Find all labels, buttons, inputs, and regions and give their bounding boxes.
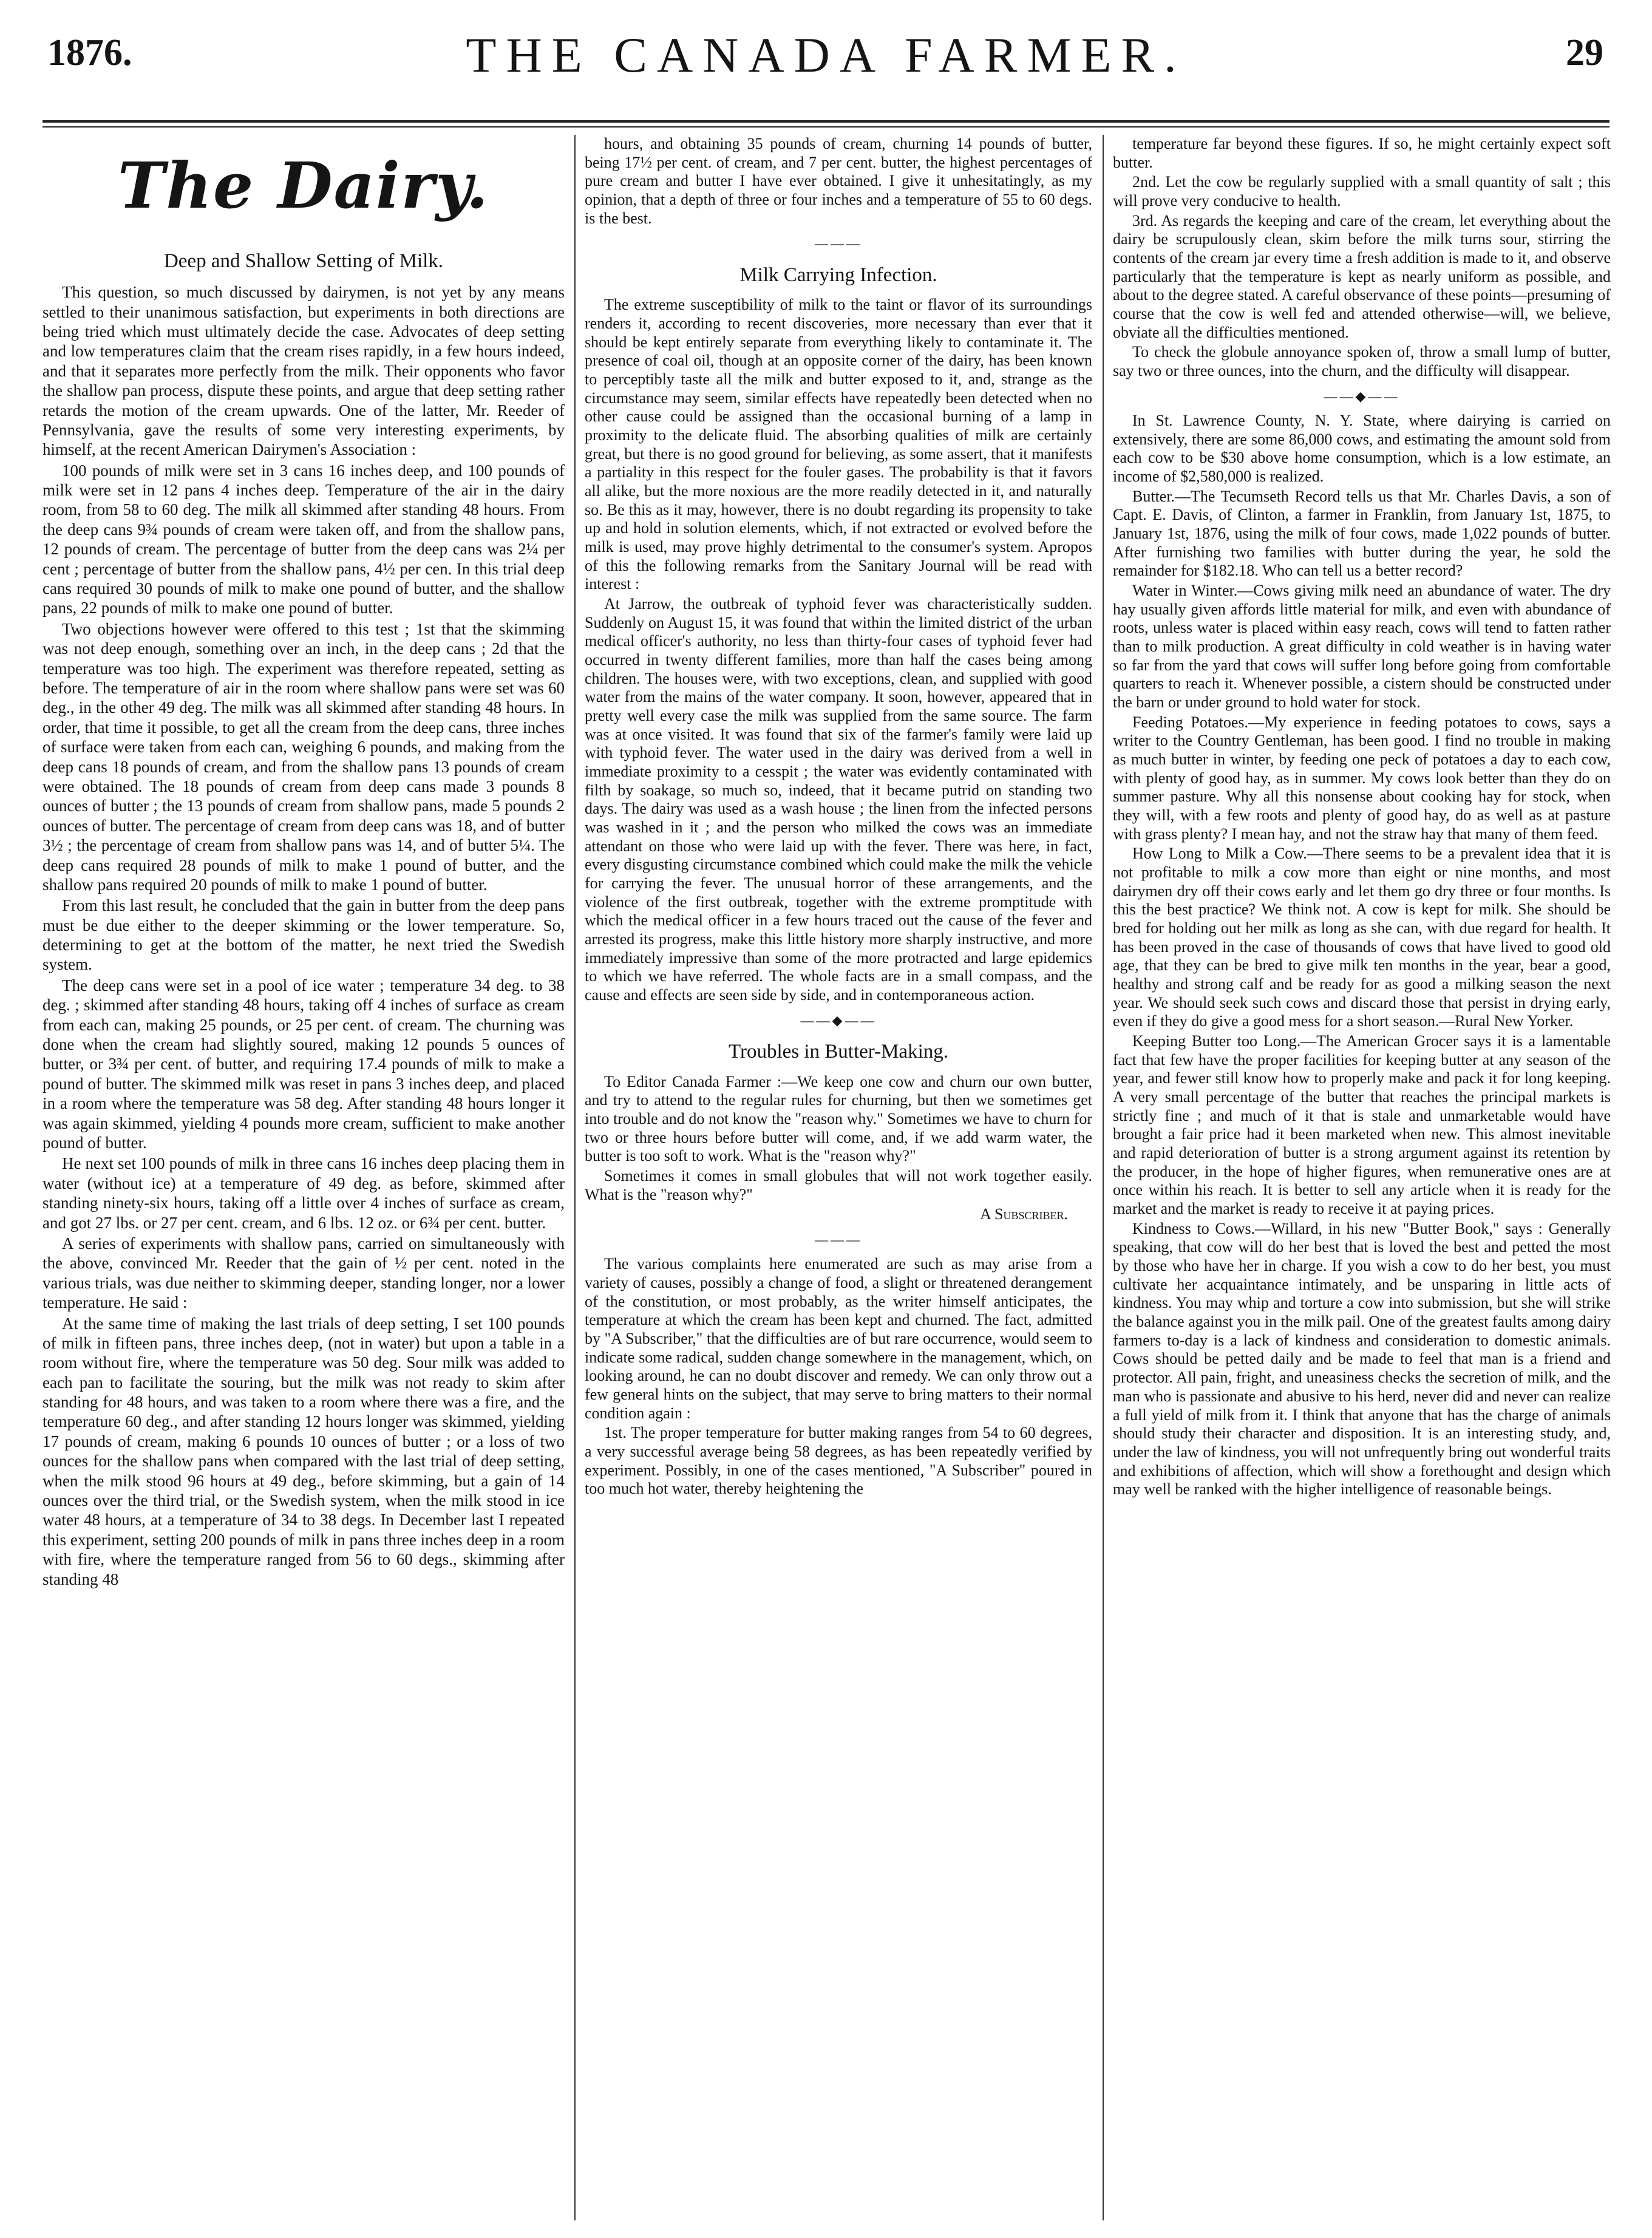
paragraph: 2nd. Let the cow be regularly supplied with a small quantity of salt ; this will prove very conducive to health. — [1113, 173, 1611, 210]
news-item: Kindness to Cows.—Willard, in his new "Butter Book," says : Generally speaking, that cow will do her best that is loved the best and petted the most by those who have her in charge. If you wish a cow to do her best, you must cultivate her acquaintance intimately, and be unsparing in little acts of kindness. You may whip and torture a cow into submission, but she will strike the balance against you in the milk pail. One of the greatest faults among dairy farmers to-day is a lack of kindness and consideration to domestic animals. Cows should be petted daily and be made to feel that man is a friend and protector. All pain, fright, and uneasiness checks the secretion of milk, and the man who is passionate and abusive to his herd, never did and never can realize a full yield of milk from it. I think that anyone that has the charge of animals should study their character and disposition. It is an interesting study, and, under the law of kindness, you will not unfrequently bring out wonderful traits and exhibitions of affection, which will show a forethought and design which may well be ranked with the higher intelligence of reasonable beings. — [1113, 1219, 1611, 1498]
paragraph: This question, so much discussed by dairymen, is not yet by any means settled to their unanimous satisfaction, but experiments in both directions are being tried which must ultimately decide the case. Advocates of deep setting and low temperatures claim that the cream rises rapidly, in a few hours indeed, and that it separates more perfectly from the milk. Their opponents who favor the shallow pan process, dispute these points, and argue that deep setting rather retards the motion of the cream upwards. One of the latter, Mr. Reeder of Pennsylvania, gave the results of some very interesting experiments, by himself, at the recent American Dairymen's Association : — [42, 283, 565, 459]
article-heading: Milk Carrying Infection. — [739, 264, 937, 286]
article-heading: Troubles in Butter-Making. — [728, 1040, 949, 1063]
paragraph: From this last result, he concluded that the gain in butter from the deep pans must be due either to the deeper skimming or the lower temperature. So, determining to get at the bottom of the matter, he next tried the Swedish system. — [42, 896, 565, 974]
news-item: Keeping Butter too Long.—The American Grocer says it is a lamentable fact that few have the proper facilities for keeping butter at any season of the year, and fewer still know how to properly make and pack it for long keeping. A very small percentage of the butter that reaches the principal markets is strictly fine ; and much of it that is stale and unmarketable would have brought a fair price had it been marketed when new. This almost inevitable and rapid deterioration of butter is a strong argument against its retention by the producer, in the hope of higher figures, when remunerative ones are at once within his reach. It is better to sell any article when it is ready for the market and the market is ready to receive it at paying prices. — [1113, 1032, 1611, 1218]
paragraph: 100 pounds of milk were set in 3 cans 16 inches deep, and 100 pounds of milk were set in 12 pans 4 inches deep. Temperature of the air in the dairy room, from 58 to 60 deg. The milk all skimmed after standing 48 hours. From the deep cans 9¾ pounds of cream were taken off, and from the shallow pans, 12 pounds of cream. The percentage of butter from the deep cans was 2¼ per cent ; percentage of butter from the shallow pans, 4½ per cen. In this trial deep cans required 30 pounds of milk to make one pound of butter, and the shallow pans, 22 pounds of milk to make one pound of butter. — [42, 461, 565, 617]
column-divider — [574, 135, 576, 2220]
paper-title: THE CANADA FARMER. — [466, 27, 1186, 83]
masthead-rule — [42, 120, 1610, 123]
paragraph: At the same time of making the last trials of deep setting, I set 100 pounds of milk in fifteen pans, three inches deep, (not in water) but upon a table in a room without fire, where the temperature was 50 deg. Sour milk was added to each pan to facilitate the souring, but the milk was not ready to skim after standing for 48 hours, and was taken to a room where there was a fire, and the temperature 60 deg., and after standing 12 hours longer was skimmed, yielding 17 pounds of cream, making 6 pounds 10 ounces of butter ; or a loss of two ounces for the shallow pans when compared with the last trial of deep setting, when the milk stood 96 hours at 49 deg., before skimming, but a gain of 14 ounces over the third trial, or the Swedish system, when the milk stood in ice water 48 hours, at a temperature of 34 to 38 degs. In December last I repeated this experiment, setting 200 pounds of milk in pans three inches deep in a room with fire, where the temperature ranged from 56 to 60 degs., skimming after standing 48 — [42, 1314, 565, 1588]
letter-paragraph: Sometimes it comes in small globules that will not work together easily. What is the "reason why?" — [585, 1167, 1092, 1203]
paragraph: Two objections however were offered to this test ; 1st that the skimming was not deep enough, something over an inch, in the deep cans ; 2d that the temperature was too high. The experiment was therefore repeated, setting as before. The temperature of air in the room where shallow pans were set was 60 deg., in the other 49 deg. The milk was all skimmed after standing 48 hours. In order, that time it possible, to get all the cream from the deep cans, three inches of surface were taken from each can, weighing 6 pounds, and making from the deep cans 18 pounds of cream, and from the shallow pans 13 pounds of cream were obtained. The 18 pounds of cream from deep cans made 3 pounds 8 ounces of butter ; the 13 pounds of cream from shallow pans, made 5 pounds 2 ounces of butter. The percentage of cream from deep cans was 18, and of butter 3½ ; the percentage of cream from shallow pans was 14, and of butter 5¼. The deep cans required 28 pounds of milk to make 1 pound of butter, and the shallow pans required 20 pounds of milk to make 1 pound of butter. — [42, 619, 565, 894]
paragraph: The extreme susceptibility of milk to the taint or flavor of its surroundings renders it, according to recent discoveries, more necessary than ever that it should be kept entirely separate from everything likely to contaminate it. The presence of coal oil, though at an opposite corner of the dairy, has been known to perceptibly taste all the milk and butter exposed to it, and, strange as the circumstance may seem, similar effects have repeatedly been detected when no other cause could be assigned than the occasional burning of a lamp in proximity to the delicate fluid. The absorbing qualities of milk are certainly great, but there is no good ground for believing, as some assert, that it manifests a partiality in this respect for the fouler gases. The probability is that it favors all alike, but the more noxious are the more readily detected in it, and naturally so. Be this as it may, however, there is no doubt regarding its propensity to take up and hold in solution elements, which, if not extracted or evolved before the milk is used, may prove highly detrimental to the consumer's system. Apropos of this the following remarks from the Sanitary Journal will be read with interest : — [585, 296, 1092, 593]
letter-signature: A Subscriber. — [980, 1205, 1068, 1223]
paragraph: The deep cans were set in a pool of ice water ; temperature 34 deg. to 38 deg. ; skimmed after standing 48 hours, taking off 4 inches of surface as cream from each can, making 25 pounds, or 25 per cent. of cream. The churning was done when the cream had slightly soured, making 12 pounds 5 ounces of butter, or 3¾ per cent. of butter, and requiring 17.4 pounds of milk to make a pound of butter. The skimmed milk was reset in pans 3 inches deep, and placed in a room where the temperature was 58 deg. After standing 48 hours longer it was again skimmed, yielding 4 pounds more cream, sufficient to make another pound of butter. — [42, 976, 565, 1152]
news-item: In St. Lawrence County, N. Y. State, where dairying is carried on extensively, there are some 86,000 cows, and estimating the amount sold from each cow to be $30 above home consumption, which is a low estimate, an income of $2,580,000 is realized. — [1113, 411, 1611, 485]
paragraph: temperature far beyond these figures. If so, he might certainly expect soft butter. — [1113, 135, 1611, 171]
news-item: Butter.—The Tecumseth Record tells us that Mr. Charles Davis, a son of Capt. E. Davis, of Clinton, a farmer in Franklin, from January 1st, 1875, to January 1st, 1876, using the milk of four cows, made 1,022 pounds of butter. After furnishing two families with butter during the year, he sold the remainder for $182.18. Who can tell us a better record? — [1113, 487, 1611, 580]
masthead-rule-thin — [42, 126, 1610, 128]
column-1 — [42, 135, 565, 2220]
news-item: Feeding Potatoes.—My experience in feeding potatoes to cows, says a writer to the Country Gentleman, has been good. I find no trouble in making as much butter in winter, by feeding one peck of potatoes a day to each cow, with plenty of good hay, as in summer. My cows look better than they do on summer pasture. Why all this nonsense about cooking hay for stock, when they will, with a few roots and plenty of good hay, do as well as at pasture with grass plenty? I mean hay, and not the straw hay that many of them feed. — [1113, 713, 1611, 843]
paragraph: A series of experiments with shallow pans, carried on simultaneously with the above, convinced Mr. Reeder that the gain of ½ per cent. noted in the various trials, was due neither to skimming deeper, standing longer, nor a lower temperature. He said : — [42, 1234, 565, 1312]
paragraph: To check the globule annoyance spoken of, throw a small lump of butter, say two or three ounces, into the churn, and the difficulty will disappear. — [1113, 343, 1611, 380]
news-item: How Long to Milk a Cow.—There seems to be a prevalent idea that it is not profitable to milk a cow more than eight or nine months, and most dairymen dry off their cows early and let them go dry three or four months. Is this the best practice? We think not. A cow is kept for milk. She should be bred for holding out her milk as long as she can, with due regard for health. It has been proved in the case of thousands of cows that have lived to good old age, that they can be bred to give milk ten months in the year, bear a good, healthy and strong calf and be ready for as good a milking season the next year. We should seek such cows and discard those that persist in drying early, even if they do give a good mess for a short season.—Rural New Yorker. — [1113, 845, 1611, 1030]
divider-ornament: ——◆—— — [800, 1012, 877, 1028]
letter-paragraph: To Editor Canada Farmer :—We keep one cow and churn our own butter, and try to attend to the regular rules for churning, but then we sometimes get into trouble and do not know the "reason why." Sometimes we have to churn for two or three hours before butter will come, and, if we add warm water, the butter is too soft to work. What is the "reason why?" — [585, 1072, 1092, 1165]
news-item: Water in Winter.—Cows giving milk need an abundance of water. The dry hay usually given affords little material for milk, and even with abundance of roots, unless water is placed within easy reach, cows will tend to fatten rather than to milk production. A great difficulty in cold weather is in having water so far from the yard that cows will suffer long before going from comfortable quarters to reach it. Whenever possible, a cistern should be constructed under the barn or under ground to hold water for stock. — [1113, 581, 1611, 711]
masthead — [0, 0, 1652, 137]
paragraph: 1st. The proper temperature for butter making ranges from 54 to 60 degrees, a very successful average being 58 degrees, as has been repeatedly verified by experiment. Possibly, in one of the cases mentioned, "A Subscriber" poured in too much hot water, thereby heightening the — [585, 1424, 1092, 1498]
column-2 — [585, 135, 1092, 2220]
article-heading: Deep and Shallow Setting of Milk. — [163, 250, 444, 273]
divider-ornament: ——— — [815, 1232, 862, 1248]
page-number: 29 — [1566, 32, 1603, 73]
divider-ornament: ——— — [815, 236, 862, 251]
paragraph: The various complaints here enumerated are such as may arise from a variety of causes, possibly a change of food, a slight or threatened derangement of the constitution, or most probably, as the writer himself anticipates, the temperature at which the cream has been kept and churned. The fact, admitted by "A Subscriber," that the difficulties are of but rare occurrence, would seem to indicate some radical, sudden change somewhere in the management, which, on looking around, he can no doubt discover and remedy. We can only throw out a few general hints on the subject, that may serve to bring matters to their normal condition again : — [585, 1255, 1092, 1422]
column-divider — [1103, 135, 1104, 2220]
section-head: The Dairy. — [118, 148, 489, 223]
issue-year: 1876. — [47, 32, 132, 73]
column-3 — [1113, 135, 1611, 2220]
paragraph: He next set 100 pounds of milk in three cans 16 inches deep placing them in water (without ice) at a temperature of 49 deg. as before, skimmed after standing ninety-six hours, taking off a little over 4 inches of surface as cream, and got 27 lbs. or 27 per cent. cream, and 6 lbs. 12 oz. or 6¾ per cent. butter. — [42, 1154, 565, 1232]
divider-ornament: ——◆—— — [1324, 388, 1400, 404]
paragraph: 3rd. As regards the keeping and care of the cream, let everything about the dairy be scrupulously clean, skim before the milk turns sour, stirring the contents of the cream jar every time a fresh addition is made to it, and observe particularly that the temperature is kept as nearly uniform as possible, and about to the degree stated. A careful observance of these points—presuming of course that the cow is well fed and attended otherwise—will, we believe, obviate all the difficulties mentioned. — [1113, 211, 1611, 341]
paragraph: At Jarrow, the outbreak of typhoid fever was characteristically sudden. Suddenly on August 15, it was found that within the limited district of the urban medical officer's authority, no less than thirty-four cases of typhoid fever had occurred in twenty different families, more than half the cases being among children. The houses were, with two exceptions, clean, and supplied with good water from the mains of the water company. It soon, however, appeared that in pretty well every case the milk was supplied from the same source. The farm was at once visited. It was found that six of the farmer's family were laid up with typhoid fever. The water used in the dairy was derived from a well in immediate proximity to a cesspit ; the water was evidently contaminated with filth by soakage, so much so, indeed, that it became putrid on standing two days. The dairy was used as a wash house ; the linen from the infected persons was washed in it ; and the person who milked the cows was an immediate attendant on those who were laid up with the fever. There was here, in fact, every disgusting circumstance combined which could make the milk the vehicle for carrying the fever. The unusual horror of these arrangements, and the violence of the first outbreak, together with the extreme promptitude with which the medical officer in a few hours traced out the cause of the fever and arrested its progress, make this little history more sharply instructive, and more immediately impressive than some of the more protracted and large epidemics to which we have referred. The whole facts are in a small compass, and the cause and effects are seen side by side, and in contemporaneous action. — [585, 595, 1092, 1004]
paragraph: hours, and obtaining 35 pounds of cream, churning 14 pounds of butter, being 17½ per cent. of cream, and 7 per cent. butter, the highest percentages of pure cream and butter I have ever obtained. I give it unhesitatingly, as my opinion, that a depth of three or four inches and a temperature of 55 to 60 degs. is the best. — [585, 135, 1092, 227]
